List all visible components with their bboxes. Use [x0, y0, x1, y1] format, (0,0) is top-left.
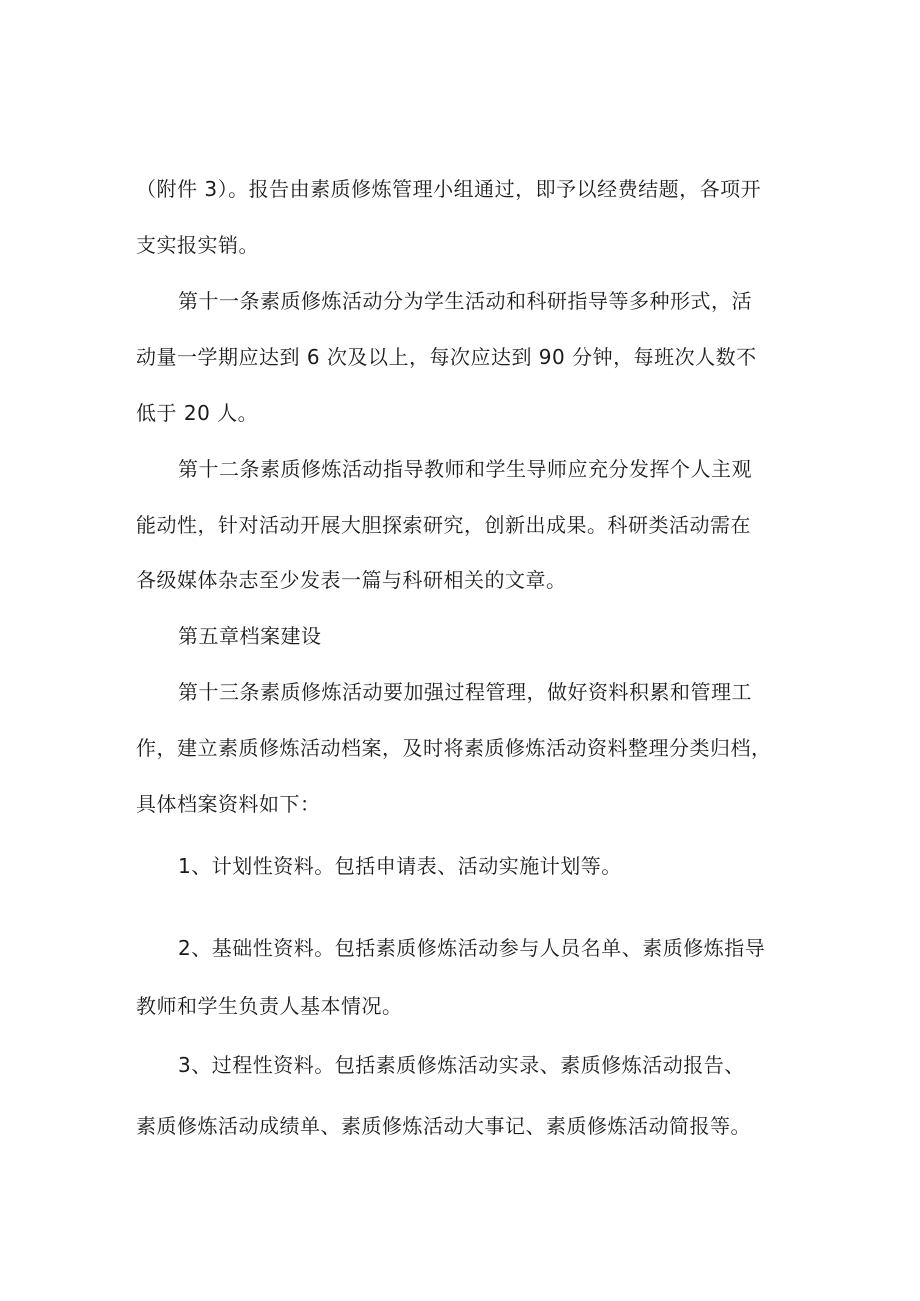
paragraph-line: 作，建立素质修炼活动档案，及时将素质修炼活动资料整理分类归档， — [136, 736, 772, 760]
article-13-line: 第十三条素质修炼活动要加强过程管理，做好资料积累和管理工 — [178, 680, 752, 704]
paragraph-line: 动量一学期应达到 6 次及以上，每次应达到 90 分钟，每班次人数不 — [136, 345, 757, 369]
list-item-1: 1、计划性资料。包括申请表、活动实施计划等。 — [178, 854, 622, 878]
paragraph-line: （附件 3）。报告由素质修炼管理小组通过，即予以经费结题，各项开 — [136, 177, 762, 201]
paragraph-line: 能动性，针对活动开展大胆探索研究，创新出成果。科研类活动需在 — [136, 513, 751, 537]
paragraph-line: 各级媒体杂志至少发表一篇与科研相关的文章。 — [136, 568, 567, 592]
paragraph-line: 低于 20 人。 — [136, 401, 259, 425]
paragraph-line: 教师和学生负责人基本情况。 — [136, 994, 403, 1018]
list-item-2: 2、基础性资料。包括素质修炼活动参与人员名单、素质修炼指导 — [178, 936, 766, 960]
paragraph-line: 素质修炼活动成绩单、素质修炼活动大事记、素质修炼活动简报等。 — [136, 1114, 751, 1138]
article-12-line: 第十二条素质修炼活动指导教师和学生导师应充分发挥个人主观 — [178, 457, 752, 481]
article-11-line: 第十一条素质修炼活动分为学生活动和科研指导等多种形式，活 — [178, 289, 752, 313]
list-item-3: 3、过程性资料。包括素质修炼活动实录、素质修炼活动报告、 — [178, 1053, 745, 1077]
chapter-heading: 第五章档案建设 — [178, 624, 322, 648]
paragraph-line: 支实报实销。 — [136, 233, 259, 257]
paragraph-line: 具体档案资料如下： — [136, 792, 321, 816]
